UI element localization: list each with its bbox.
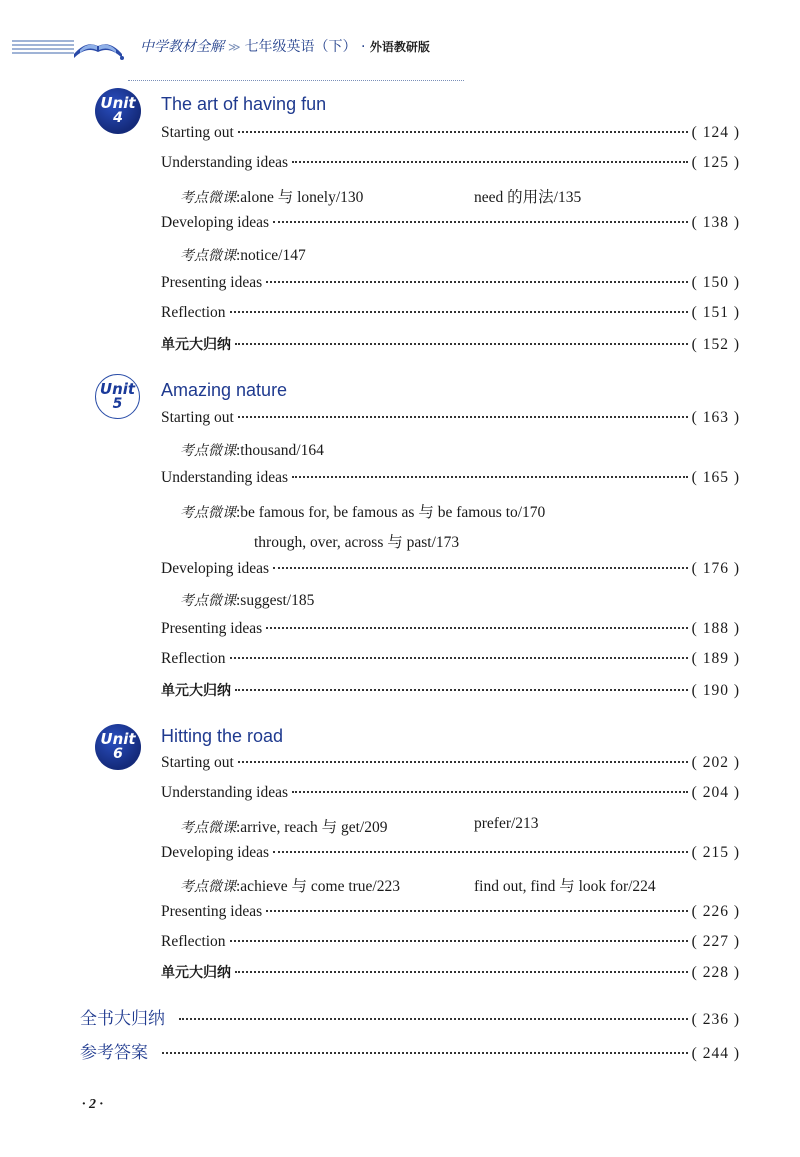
toc-note-second: need 的用法/135 xyxy=(474,189,582,206)
toc-row[interactable] xyxy=(161,124,740,146)
note-key: 考点微课 xyxy=(180,443,236,459)
toc-row[interactable] xyxy=(161,680,740,702)
dot-leader xyxy=(230,657,688,659)
dot-leader xyxy=(162,1052,688,1054)
toc-page: ( 190 ) xyxy=(691,682,740,699)
toc-page: ( 124 ) xyxy=(691,124,740,141)
toc-row-answers[interactable] xyxy=(80,1038,740,1063)
note-key: 考点微课 xyxy=(180,248,236,264)
toc-page: ( 163 ) xyxy=(691,409,740,426)
toc-label: Developing ideas xyxy=(161,214,270,231)
toc-row[interactable] xyxy=(161,334,740,356)
toc-note xyxy=(180,590,314,612)
toc-page: ( 228 ) xyxy=(691,964,740,981)
dot-leader xyxy=(292,476,688,478)
toc-page: ( 226 ) xyxy=(691,903,740,920)
header-dot: · xyxy=(361,39,366,55)
toc-note xyxy=(180,874,400,896)
toc-label: Starting out xyxy=(161,754,234,771)
unit-5-badge xyxy=(95,374,140,419)
toc-page: ( 151 ) xyxy=(691,304,740,321)
toc-label: 单元大归纳 xyxy=(161,683,231,699)
toc-label: 单元大归纳 xyxy=(161,337,231,353)
unit-badge-word: Unit xyxy=(100,94,136,112)
toc-page: ( 138 ) xyxy=(691,214,740,231)
unit-badge-number: 6 xyxy=(113,746,123,762)
dot-leader xyxy=(292,791,688,793)
toc-page: ( 204 ) xyxy=(691,784,740,801)
dot-leader xyxy=(238,761,688,763)
unit-badge-word: Unit xyxy=(100,730,136,748)
dot-leader xyxy=(266,910,688,912)
toc-row[interactable] xyxy=(161,844,740,866)
dot-leader xyxy=(266,627,688,629)
unit-5-title: Amazing nature xyxy=(161,380,288,400)
toc-row[interactable] xyxy=(161,560,740,582)
note-text: :alone 与 lonely/130 xyxy=(236,189,364,206)
dot-leader xyxy=(273,851,688,853)
unit-badge-number: 5 xyxy=(112,395,123,412)
toc-label: Reflection xyxy=(161,304,226,321)
header-arrow-separator: ≫ xyxy=(228,40,241,54)
toc-row[interactable] xyxy=(161,650,740,672)
toc-label: Reflection xyxy=(161,933,226,950)
note-text: :arrive, reach 与 get/209 xyxy=(236,819,388,836)
header-title xyxy=(140,36,430,56)
dot-leader xyxy=(238,416,688,418)
unit-6-badge xyxy=(95,724,141,770)
note-key: 考点微课 xyxy=(180,190,236,206)
toc-note-second: prefer/213 xyxy=(474,815,539,832)
unit-badge-word: Unit xyxy=(99,379,136,398)
dot-leader xyxy=(235,343,688,345)
dot-leader xyxy=(230,940,688,942)
unit-4-badge xyxy=(95,88,141,134)
toc-row[interactable] xyxy=(161,154,740,176)
toc-page: ( 236 ) xyxy=(691,1011,740,1028)
note-text: :thousand/164 xyxy=(236,442,324,459)
toc-label: Presenting ideas xyxy=(161,274,263,291)
running-header xyxy=(0,30,800,64)
toc-page: ( 150 ) xyxy=(691,274,740,291)
toc-page: ( 176 ) xyxy=(691,560,740,577)
header-dotted-rule xyxy=(128,80,464,81)
toc-row[interactable] xyxy=(161,620,740,642)
unit-6-title: Hitting the road xyxy=(161,726,284,746)
toc-label: Starting out xyxy=(161,124,234,141)
toc-row[interactable] xyxy=(161,962,740,984)
toc-note xyxy=(180,500,545,522)
toc-label: 参考答案 xyxy=(80,1043,148,1063)
toc-label: 全书大归纳 xyxy=(80,1009,165,1029)
toc-label: Understanding ideas xyxy=(161,154,288,171)
toc-note xyxy=(180,185,363,207)
note-text: :achieve 与 come true/223 xyxy=(236,878,400,895)
dot-leader xyxy=(273,221,688,223)
toc-row[interactable] xyxy=(161,933,740,955)
toc-label: Reflection xyxy=(161,650,226,667)
toc-label: Developing ideas xyxy=(161,844,270,861)
dot-leader xyxy=(292,161,688,163)
toc-row[interactable] xyxy=(161,409,740,431)
dot-leader xyxy=(230,311,688,313)
toc-page: ( 215 ) xyxy=(691,844,740,861)
toc-note xyxy=(180,245,306,267)
note-text: :suggest/185 xyxy=(236,592,315,609)
toc-page: ( 244 ) xyxy=(691,1045,740,1062)
toc-row[interactable] xyxy=(161,469,740,491)
toc-note-second: find out, find 与 look for/224 xyxy=(474,878,656,895)
toc-page: ( 165 ) xyxy=(691,469,740,486)
dot-leader xyxy=(235,689,688,691)
toc-label: Presenting ideas xyxy=(161,903,263,920)
note-text: :notice/147 xyxy=(236,247,306,264)
note-key: 考点微课 xyxy=(180,593,236,609)
toc-note xyxy=(180,440,324,462)
note-key: 考点微课 xyxy=(180,505,236,521)
toc-label: Presenting ideas xyxy=(161,620,263,637)
unit-badge-number: 4 xyxy=(113,110,123,126)
toc-note-second: through, over, across 与 past/173 xyxy=(254,534,460,551)
toc-label: Starting out xyxy=(161,409,234,426)
header-book: 七年级英语（下） xyxy=(244,39,357,55)
page-number: · 2 · xyxy=(82,1097,103,1112)
dot-leader xyxy=(266,281,688,283)
header-edition: 外语教研版 xyxy=(369,40,430,54)
toc-row[interactable] xyxy=(161,903,740,925)
note-key: 考点微课 xyxy=(180,820,236,836)
dot-leader xyxy=(179,1018,688,1020)
toc-label: Understanding ideas xyxy=(161,469,288,486)
toc-page: ( 189 ) xyxy=(691,650,740,667)
toc-row-summary[interactable] xyxy=(80,1004,740,1029)
note-key: 考点微课 xyxy=(180,879,236,895)
toc-row[interactable] xyxy=(161,304,740,326)
toc-row[interactable] xyxy=(161,754,740,776)
toc-page: ( 202 ) xyxy=(691,754,740,771)
toc-page: ( 152 ) xyxy=(691,336,740,353)
toc-label: Developing ideas xyxy=(161,560,270,577)
note-text: :be famous for, be famous as 与 be famous to/170 xyxy=(236,504,546,521)
toc-row[interactable] xyxy=(161,784,740,806)
header-series: 中学教材全解 xyxy=(140,39,224,55)
header-stripes-decoration xyxy=(12,40,74,54)
toc-page: ( 125 ) xyxy=(691,154,740,171)
toc-page: ( 227 ) xyxy=(691,933,740,950)
unit-4-title: The art of having fun xyxy=(161,94,327,114)
toc-page: ( 188 ) xyxy=(691,620,740,637)
dot-leader xyxy=(238,131,688,133)
toc-label: 单元大归纳 xyxy=(161,965,231,981)
toc-label: Understanding ideas xyxy=(161,784,288,801)
dot-leader xyxy=(273,567,688,569)
toc-note xyxy=(180,815,388,837)
toc-row[interactable] xyxy=(161,214,740,236)
toc-row[interactable] xyxy=(161,274,740,296)
dot-leader xyxy=(235,971,688,973)
book-logo-icon xyxy=(70,32,126,62)
